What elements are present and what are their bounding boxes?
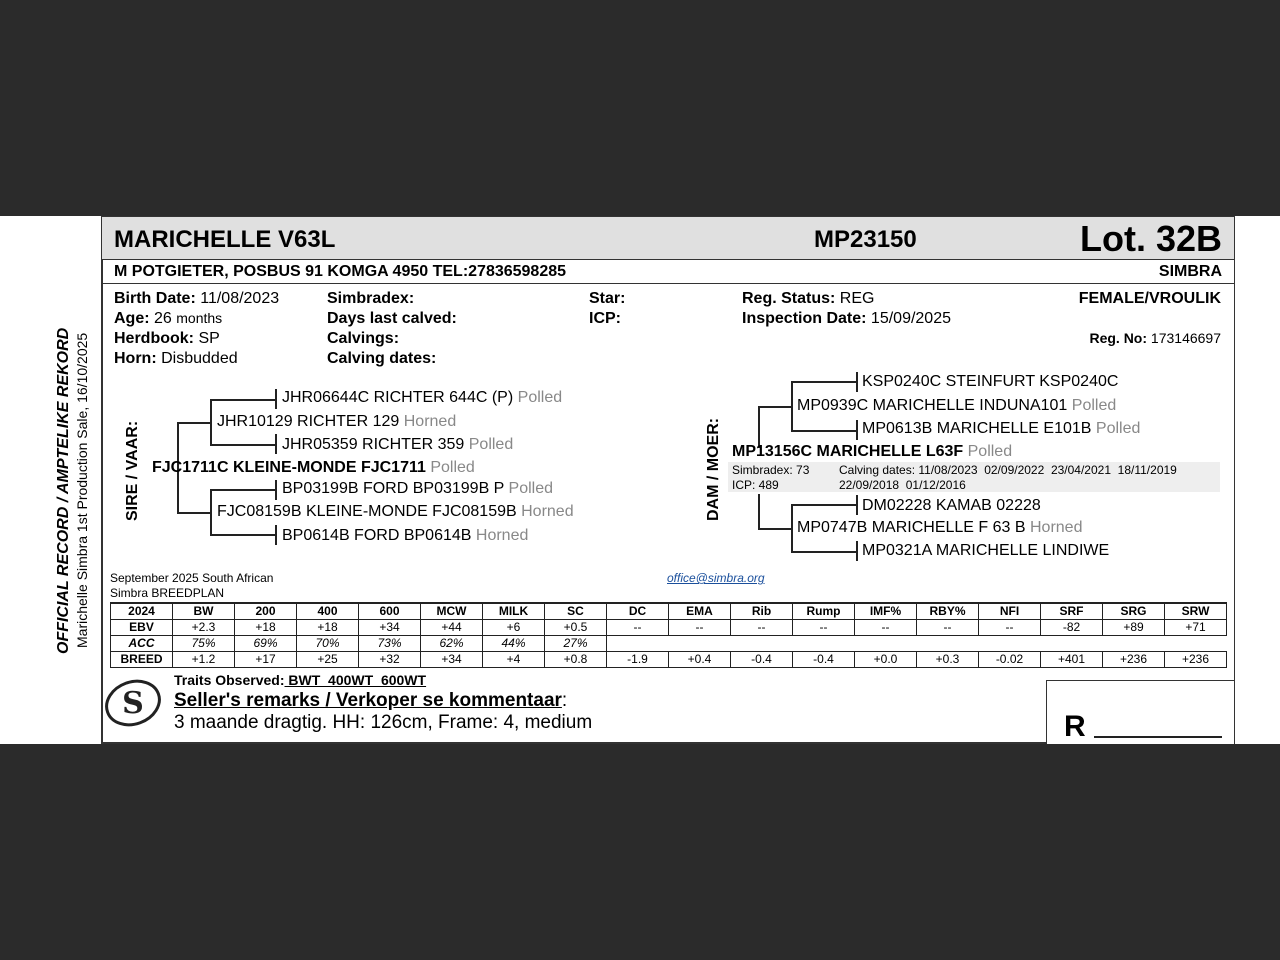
table-cell: +44 bbox=[421, 619, 483, 635]
table-cell: 69% bbox=[235, 635, 297, 651]
reg-status-label: Reg. Status: bbox=[742, 290, 836, 307]
horn-status: Polled bbox=[508, 480, 553, 497]
pedigree-name: BP03199B FORD BP03199B P bbox=[282, 480, 505, 497]
dam-calving-dates-2: 22/09/2018 01/12/2016 bbox=[839, 478, 966, 492]
pedigree-name: MP0321A MARICHELLE LINDIWE bbox=[862, 542, 1110, 559]
table-cell: -- bbox=[607, 619, 669, 635]
owner-bar bbox=[102, 261, 1234, 284]
horn-status: Horned bbox=[521, 503, 574, 520]
animal-name: MARICHELLE V63L bbox=[114, 226, 336, 253]
horn-status: Polled bbox=[967, 443, 1013, 460]
table-cell: +0.5 bbox=[545, 619, 607, 635]
reg-no-value: 173146697 bbox=[1150, 330, 1221, 346]
table-cell: NFI bbox=[979, 603, 1041, 619]
icp-label: ICP: bbox=[589, 310, 621, 327]
table-cell: 27% bbox=[545, 635, 607, 651]
sire-dam-sire bbox=[282, 480, 553, 498]
pedigree-name: MP0747B MARICHELLE F 63 B bbox=[797, 519, 1026, 536]
table-cell: +89 bbox=[1103, 619, 1165, 635]
table-cell: 400 bbox=[297, 603, 359, 619]
sire-sire-sire bbox=[282, 389, 562, 407]
breed-name: SIMBRA bbox=[1158, 263, 1222, 280]
sale-name-label: Marichelle Simbra 1st Production Sale, 16/10/2025 bbox=[74, 332, 90, 648]
herdbook-value: SP bbox=[198, 330, 220, 347]
sire-sire-dam bbox=[282, 436, 513, 454]
table-cell: +0.3 bbox=[917, 651, 979, 667]
table-cell bbox=[1041, 635, 1103, 651]
row-label-cell: 2024 bbox=[111, 603, 173, 619]
table-cell bbox=[793, 635, 855, 651]
horn-status: Horned bbox=[403, 413, 457, 430]
dam-sire bbox=[797, 397, 1116, 415]
pedigree-name: BP0614B FORD BP0614B bbox=[282, 527, 472, 544]
email-link[interactable]: office@simbra.org bbox=[667, 571, 765, 585]
age-unit: months bbox=[176, 310, 223, 326]
title-bar bbox=[102, 217, 1234, 260]
ebv-table bbox=[110, 602, 1227, 668]
table-cell: 600 bbox=[359, 603, 421, 619]
acc-row bbox=[111, 635, 1227, 651]
horn-status: Polled bbox=[1071, 397, 1117, 414]
simbra-logo-icon bbox=[104, 678, 162, 728]
row-label-cell: BREED bbox=[111, 651, 173, 667]
traits-observed bbox=[174, 672, 426, 688]
inspection-date-value: 15/09/2025 bbox=[870, 310, 951, 327]
table-cell: +4 bbox=[483, 651, 545, 667]
dam-name bbox=[732, 443, 1012, 461]
dam-sire-dam bbox=[862, 420, 1140, 438]
sire-sire bbox=[217, 413, 456, 431]
dam-dam-dam bbox=[862, 542, 1109, 560]
table-cell: SRG bbox=[1103, 603, 1165, 619]
pedigree-name: FJC08159B KLEINE-MONDE FJC08159B bbox=[217, 503, 517, 520]
pedigree-name: DM02228 KAMAB 02228 bbox=[862, 497, 1041, 514]
table-cell: +18 bbox=[235, 619, 297, 635]
table-cell: +236 bbox=[1165, 651, 1227, 667]
official-record-label: OFFICIAL RECORD / AMPTELIKE REKORD bbox=[55, 327, 72, 654]
table-cell: +401 bbox=[1041, 651, 1103, 667]
dam-label: DAM / MOER: bbox=[705, 417, 722, 521]
table-cell: 44% bbox=[483, 635, 545, 651]
table-cell: Rump bbox=[793, 603, 855, 619]
horn-status: Polled bbox=[517, 389, 563, 406]
table-cell: -- bbox=[793, 619, 855, 635]
star-label: Star: bbox=[589, 290, 626, 307]
reg-no-label: Reg. No: bbox=[1089, 330, 1148, 346]
table-cell: -1.9 bbox=[607, 651, 669, 667]
table-cell: RBY% bbox=[917, 603, 979, 619]
pedigree-name: FJC1711C KLEINE-MONDE FJC1711 bbox=[152, 459, 426, 476]
table-cell: 200 bbox=[235, 603, 297, 619]
lot-number: Lot. 32B bbox=[1079, 218, 1222, 259]
breed-row bbox=[111, 651, 1227, 667]
table-cell: Rib bbox=[731, 603, 793, 619]
table-cell bbox=[1103, 635, 1165, 651]
table-cell: EMA bbox=[669, 603, 731, 619]
table-cell: 75% bbox=[173, 635, 235, 651]
horn-status: Horned bbox=[1030, 519, 1083, 536]
table-cell bbox=[669, 635, 731, 651]
simbradex-label: Simbradex: bbox=[327, 290, 415, 307]
table-cell: +34 bbox=[359, 619, 421, 635]
traits-label: Traits Observed: bbox=[174, 672, 285, 688]
dam-sire-sire bbox=[862, 373, 1118, 391]
table-cell: +0.8 bbox=[545, 651, 607, 667]
table-cell: +34 bbox=[421, 651, 483, 667]
table-cell bbox=[607, 635, 669, 651]
birth-date-row bbox=[114, 290, 279, 308]
animal-reg-code: MP23150 bbox=[814, 226, 917, 253]
lot-card bbox=[0, 216, 1280, 744]
table-cell: -0.02 bbox=[979, 651, 1041, 667]
table-cell: SC bbox=[545, 603, 607, 619]
inspection-date-label: Inspection Date: bbox=[742, 310, 867, 327]
horn-status: Polled bbox=[468, 436, 514, 453]
dam-calving-dates-1: Calving dates: 11/08/2023 02/09/2022 23/04/2021 18/11/2019 bbox=[839, 463, 1177, 477]
table-cell: +17 bbox=[235, 651, 297, 667]
r-label: R bbox=[1064, 710, 1086, 743]
table-cell: +1.2 bbox=[173, 651, 235, 667]
ebv-header-row bbox=[111, 603, 1227, 619]
calvings-label: Calvings: bbox=[327, 330, 400, 347]
reg-status-value: REG bbox=[839, 290, 875, 307]
horn-label: Horn: bbox=[114, 350, 157, 367]
table-cell bbox=[1165, 635, 1227, 651]
svg-text:S: S bbox=[122, 686, 144, 721]
inspection-date-row bbox=[742, 310, 951, 328]
age-row bbox=[114, 310, 222, 328]
table-cell: +32 bbox=[359, 651, 421, 667]
calving-dates-label: Calving dates: bbox=[327, 350, 437, 367]
table-cell: +0.4 bbox=[669, 651, 731, 667]
table-cell: -- bbox=[979, 619, 1041, 635]
breedplan-line2: Simbra BREEDPLAN bbox=[110, 586, 225, 600]
card-left-border bbox=[101, 216, 103, 744]
table-cell bbox=[731, 635, 793, 651]
table-cell: +2.3 bbox=[173, 619, 235, 635]
sire-dam-dam bbox=[282, 527, 528, 545]
table-cell: 73% bbox=[359, 635, 421, 651]
traits-value: BWT 400WT 600WT bbox=[284, 672, 427, 688]
reg-no-row bbox=[1089, 330, 1221, 346]
table-cell: +6 bbox=[483, 619, 545, 635]
reg-status-row bbox=[742, 290, 874, 308]
remarks-text: 3 maande dragtig. HH: 126cm, Frame: 4, medium bbox=[174, 712, 593, 733]
table-cell: MILK bbox=[483, 603, 545, 619]
dam-simbradex: Simbradex: 73 bbox=[732, 463, 810, 477]
r-signature-line bbox=[1094, 736, 1222, 738]
table-cell bbox=[855, 635, 917, 651]
table-cell: +0.0 bbox=[855, 651, 917, 667]
birth-date-label: Birth Date: bbox=[114, 290, 196, 307]
table-cell bbox=[917, 635, 979, 651]
horn-status: Polled bbox=[430, 459, 475, 476]
pedigree-name: JHR10129 RICHTER 129 bbox=[217, 413, 400, 430]
breedplan-line1: September 2025 South African bbox=[110, 571, 274, 585]
table-cell: -82 bbox=[1041, 619, 1103, 635]
dam-dam bbox=[797, 519, 1082, 537]
sex-label: FEMALE/VROULIK bbox=[1078, 290, 1221, 307]
table-cell: DC bbox=[607, 603, 669, 619]
sire-dam bbox=[217, 503, 574, 521]
owner-info: M POTGIETER, POSBUS 91 KOMGA 4950 TEL:27836598285 bbox=[114, 263, 567, 280]
table-cell: -- bbox=[917, 619, 979, 635]
pedigree-name: JHR05359 RICHTER 359 bbox=[282, 436, 465, 453]
table-cell: +25 bbox=[297, 651, 359, 667]
herdbook-label: Herdbook: bbox=[114, 330, 194, 347]
remarks-heading bbox=[174, 690, 567, 712]
remarks-heading-suffix: : bbox=[561, 690, 568, 711]
horn-status: Polled bbox=[1095, 420, 1141, 437]
dam-dam-sire bbox=[862, 497, 1041, 515]
table-cell: 62% bbox=[421, 635, 483, 651]
table-cell: -- bbox=[731, 619, 793, 635]
row-label-cell: EBV bbox=[111, 619, 173, 635]
age-label: Age: bbox=[114, 310, 150, 327]
table-cell: -- bbox=[669, 619, 731, 635]
table-cell: SRF bbox=[1041, 603, 1103, 619]
row-label-cell: ACC bbox=[111, 635, 173, 651]
birth-date-value: 11/08/2023 bbox=[200, 290, 280, 307]
table-cell: BW bbox=[173, 603, 235, 619]
table-cell: +71 bbox=[1165, 619, 1227, 635]
table-cell: SRW bbox=[1165, 603, 1227, 619]
remarks-heading-text: Seller's remarks / Verkoper se kommentaar bbox=[174, 690, 562, 711]
table-cell bbox=[979, 635, 1041, 651]
ebv-row bbox=[111, 619, 1227, 635]
table-cell: -0.4 bbox=[731, 651, 793, 667]
table-cell: -- bbox=[855, 619, 917, 635]
horn-status: Horned bbox=[475, 527, 529, 544]
pedigree-name: JHR06644C RICHTER 644C (P) bbox=[282, 389, 514, 406]
pedigree-name: KSP0240C STEINFURT KSP0240C bbox=[862, 373, 1119, 390]
sire-name bbox=[152, 459, 475, 477]
pedigree-name: MP0613B MARICHELLE E101B bbox=[862, 420, 1092, 437]
pedigree-name: MP13156C MARICHELLE L63F bbox=[732, 443, 964, 460]
card-bottom-border bbox=[101, 742, 1047, 744]
horn-value: Disbudded bbox=[161, 350, 238, 367]
sire-label: SIRE / VAAR: bbox=[124, 420, 141, 521]
age-value: 26 bbox=[154, 310, 172, 327]
table-cell: 70% bbox=[297, 635, 359, 651]
horn-row bbox=[114, 350, 238, 368]
table-cell: +236 bbox=[1103, 651, 1165, 667]
pedigree-name: MP0939C MARICHELLE INDUNA101 bbox=[797, 397, 1068, 414]
table-cell: IMF% bbox=[855, 603, 917, 619]
table-cell: MCW bbox=[421, 603, 483, 619]
table-cell: -0.4 bbox=[793, 651, 855, 667]
days-last-calved-label: Days last calved: bbox=[327, 310, 457, 327]
table-cell: +18 bbox=[297, 619, 359, 635]
herdbook-row bbox=[114, 330, 220, 348]
dam-icp: ICP: 489 bbox=[732, 478, 779, 492]
